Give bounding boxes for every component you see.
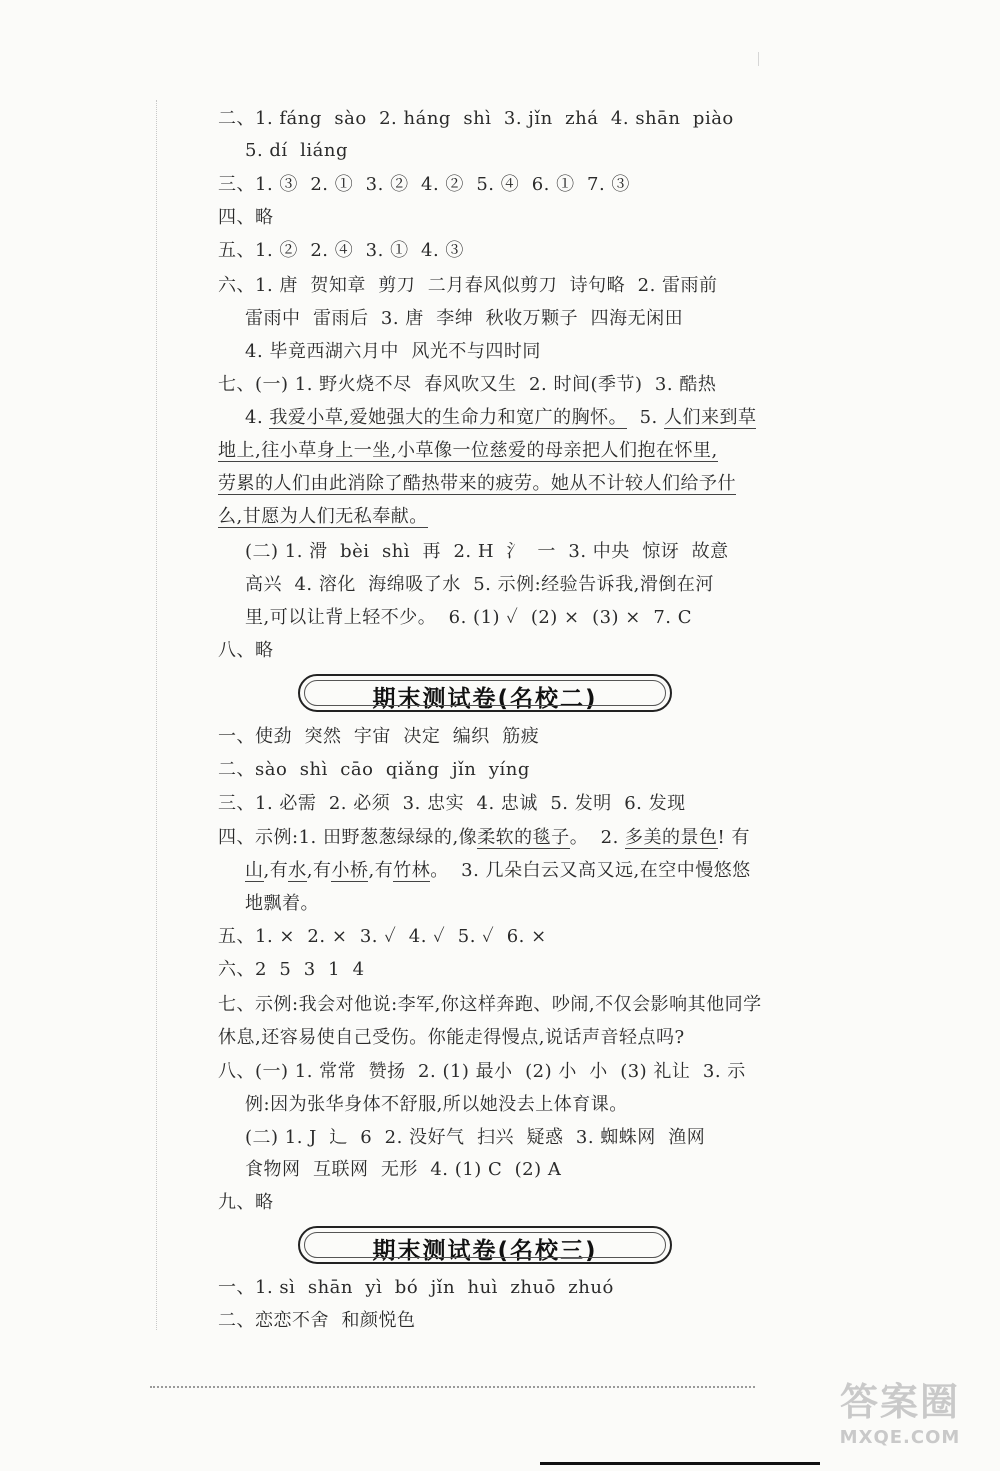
section-title: 期末测试卷(名校二) bbox=[372, 686, 598, 712]
answer-line: 地飘着。 bbox=[245, 893, 319, 914]
answer-line: 4. 我爱小草,爱她强大的生命力和宽广的胸怀。 5. 人们来到草 bbox=[245, 407, 757, 428]
answer-line: 一、使劲 突然 宇宙 决定 编织 筋疲 bbox=[218, 726, 540, 747]
watermark-logo bbox=[820, 1378, 980, 1456]
answer-line: 三、1. ③ 2. ① 3. ② 4. ② 5. ④ 6. ① 7. ③ bbox=[218, 174, 630, 195]
underlined-answer: 我爱小草,爱她强大的生命力和宽广的胸怀。 bbox=[269, 407, 628, 428]
underlined-answer: 柔软的毯子 bbox=[477, 827, 570, 848]
underlined-answer: 么,甘愿为人们无私奉献。 bbox=[218, 506, 428, 527]
answer-line: 4. 毕竟西湖六月中 风光不与四时同 bbox=[245, 341, 541, 362]
page-top-mark bbox=[758, 52, 759, 66]
answer-line: 四、示例:1. 田野葱葱绿绿的,像柔软的毯子。 2. 多美的景色! 有 bbox=[218, 827, 750, 848]
answer-line: 七、示例:我会对他说:李军,你这样奔跑、吵闹,不仅会影响其他同学 bbox=[218, 994, 762, 1015]
answer-line bbox=[218, 473, 736, 495]
page-bottom-bar bbox=[540, 1462, 820, 1465]
answer-line: 三、1. 必需 2. 必须 3. 忠实 4. 忠诚 5. 发明 6. 发现 bbox=[218, 793, 686, 814]
answer-line: 六、1. 唐 贺知章 剪刀 二月春风似剪刀 诗句略 2. 雷雨前 bbox=[218, 275, 718, 296]
underlined-answer: 多美的景色 bbox=[625, 827, 718, 848]
answer-line: 八、(一) 1. 常常 赞扬 2. (1) 最小 (2) 小 小 (3) 礼让 3. 示 bbox=[218, 1061, 746, 1082]
answer-line: 山,有水,有小桥,有竹林。 3. 几朵白云又高又远,在空中慢悠悠 bbox=[245, 860, 751, 881]
answer-line: 五、1. ② 2. ④ 3. ① 4. ③ bbox=[218, 240, 464, 261]
underlined-answer: 竹林 bbox=[393, 860, 431, 881]
watermark-title: 答案圈 bbox=[839, 1380, 960, 1424]
answer-line: 二、sào shì cāo qiǎng jǐn yíng bbox=[218, 759, 530, 780]
answer-line: 高兴 4. 溶化 海绵吸了水 5. 示例:经验告诉我,滑倒在河 bbox=[245, 574, 714, 595]
underlined-answer: 人们来到草 bbox=[663, 407, 757, 428]
answer-line: 雷雨中 雷雨后 3. 唐 李绅 秋收万颗子 四海无闲田 bbox=[245, 308, 684, 329]
answer-line: 里,可以让背上轻不少。 6. (1) ✓ (2) × (3) × 7. C bbox=[245, 607, 692, 628]
answer-line: (二) 1. 滑 bèi shì 再 2. H 氵 一 3. 中央 惊讶 故意 bbox=[245, 541, 729, 562]
watermark-url: MXQE.COM bbox=[839, 1427, 961, 1448]
answer-line bbox=[218, 506, 428, 528]
section-title-box bbox=[298, 674, 672, 712]
answer-line: (二) 1. J 辶 6 2. 没好气 扫兴 疑惑 3. 蜘蛛网 渔网 bbox=[245, 1127, 706, 1148]
underlined-answer: 山 bbox=[245, 860, 264, 881]
answer-line: 休息,还容易使自己受伤。你能走得慢点,说话声音轻点吗? bbox=[218, 1027, 685, 1048]
answer-line: 二、1. fáng sào 2. háng shì 3. jǐn zhá 4. shān piào bbox=[218, 108, 734, 129]
answer-line: 5. dí liáng bbox=[245, 140, 348, 161]
answer-line: 四、略 bbox=[218, 207, 274, 228]
underlined-answer: 劳累的人们由此消除了酷热带来的疲劳。她从不计较人们给予什 bbox=[218, 473, 736, 494]
page-bottom-rule bbox=[150, 1386, 755, 1388]
answer-line: 六、2 5 3 1 4 bbox=[218, 959, 365, 980]
section-title-box bbox=[298, 1226, 672, 1264]
answer-line: 八、略 bbox=[218, 640, 274, 661]
underlined-answer: 水 bbox=[288, 860, 307, 881]
answer-line: 七、(一) 1. 野火烧不尽 春风吹又生 2. 时间(季节) 3. 酷热 bbox=[218, 374, 717, 395]
answer-line: 例:因为张华身体不舒服,所以她没去上体育课。 bbox=[245, 1094, 628, 1115]
section-title: 期末测试卷(名校三) bbox=[372, 1238, 598, 1264]
underlined-answer: 地上,往小草身上一坐,小草像一位慈爱的母亲把人们抱在怀里, bbox=[218, 440, 718, 461]
answer-line: 食物网 互联网 无形 4. (1) C (2) A bbox=[245, 1159, 562, 1180]
answer-line: 一、1. sì shān yì bó jǐn huì zhuō zhuó bbox=[218, 1277, 614, 1298]
answer-line: 九、略 bbox=[218, 1192, 274, 1213]
answer-line: 二、恋恋不舍 和颜悦色 bbox=[218, 1310, 416, 1331]
answer-line: 五、1. × 2. × 3. ✓ 4. ✓ 5. ✓ 6. × bbox=[218, 926, 547, 947]
underlined-answer: 小桥 bbox=[331, 860, 369, 881]
binding-margin-line bbox=[156, 100, 157, 1330]
answer-line bbox=[218, 440, 718, 462]
